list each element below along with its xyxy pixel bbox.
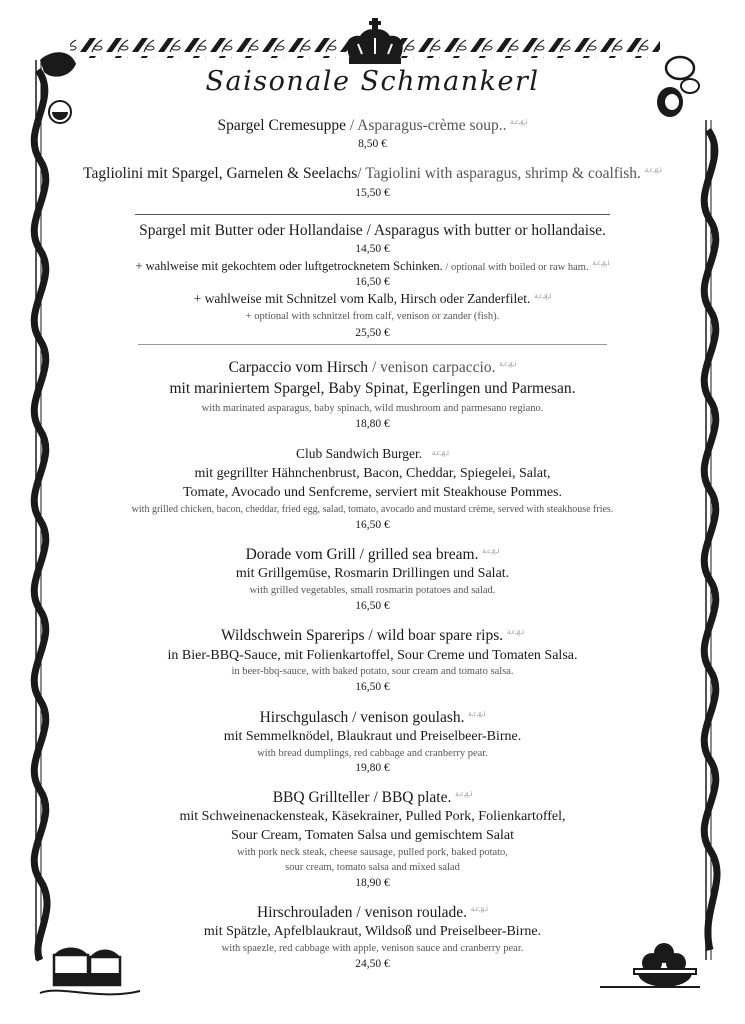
menu-item-title: Tagliolini mit Spargel, Garnelen & Seelachs/ Tagiolini with asparagus, shrimp & coalfish. $^{a,c,g,i}$ <box>83 165 662 182</box>
menu-item-title: Dorade vom Grill / grilled sea bream. $^{a,c,g,i}$ <box>245 546 500 563</box>
allergen-codes: a,c,g,i <box>468 709 486 718</box>
allergen-codes: a,c,g,i <box>534 291 552 300</box>
allergen-codes: a,c,g,i <box>432 449 450 457</box>
menu-item-translation: with pork neck steak, cheese sausage, pulled pork, baked potato, <box>237 847 508 858</box>
menu-item-description: mit Schweinenackensteak, Käsekrainer, Pulled Pork, Folienkartoffel, <box>179 809 566 824</box>
menu-item-title: BBQ Grillteller / BBQ plate. $^{a,c,g,i}$ <box>272 789 473 806</box>
allergen-codes: a,c,g,i <box>482 546 500 555</box>
allergen-codes: a,c,g,i <box>510 117 528 126</box>
menu-item-title: Hirschgulasch / venison goulash. $^{a,c,g,i}$ <box>259 709 486 726</box>
menu-item-translation: in beer-bbq-sauce, with baked potato, sour cream and tomato salsa. <box>231 666 514 677</box>
section-divider <box>135 214 610 215</box>
menu-item-description: mit gegrillter Hähnchenbrust, Bacon, Cheddar, Spiegelei, Salat, <box>194 466 551 481</box>
menu-item-title: Spargel Cremesuppe / Asparagus-crème soup.. $^{a,c,g,i}$ <box>217 117 528 134</box>
menu-item-title: Wildschwein Sparerips / wild boar spare rips. $^{a,c,g,i}$ <box>220 627 525 644</box>
menu-item-price: 8,50 € <box>358 138 387 150</box>
menu-item-price: 18,80 € <box>355 418 390 430</box>
menu-item-translation: with bread dumplings, red cabbage and cranberry pear. <box>257 748 488 759</box>
menu-item-description: mit mariniertem Spargel, Baby Spinat, Egerlingen und Parmesan. <box>169 380 576 397</box>
menu-item-translation: with marinated asparagus, baby spinach, wild mushroom and parmesano regiano. <box>201 403 544 414</box>
page-title: Saisonale Schmankerl <box>205 66 540 97</box>
menu-item-title: Carpaccio vom Hirsch / venison carpaccio. $^{a,c,g,i}$ <box>228 359 517 376</box>
allergen-codes: a,c,g,i <box>499 359 517 368</box>
menu-item-description: mit Spätzle, Apfelblaukraut, Wildsoß und Preiselbeer-Birne. <box>203 924 542 939</box>
menu-item-description: mit Semmelknödel, Blaukraut und Preiselbeer-Birne. <box>223 729 522 744</box>
menu-item-price: 16,50 € <box>355 681 390 693</box>
allergen-codes: a,c,g,i <box>455 789 473 798</box>
right-border <box>704 120 717 960</box>
allergen-codes: a,c,g,i <box>471 904 488 913</box>
menu-item-price: 15,50 € <box>355 187 390 199</box>
menu-item-option: + wahlweise mit gekochtem oder luftgetrocknetem Schinken. / optional with boiled or raw ham. $^{a,c,g,i}$ <box>135 259 610 274</box>
menu-item-description: in Bier-BBQ-Sauce, mit Folienkartoffel, Sour Creme und Tomaten Salsa. <box>167 648 578 663</box>
top-border <box>70 36 660 58</box>
allergen-codes: a,c,g,i <box>507 627 525 636</box>
menu-item-description: Tomate, Avocado und Senfcreme, serviert mit Steakhouse Pommes. <box>182 485 562 500</box>
menu-item-price: 18,90 € <box>355 877 390 889</box>
menu-item-translation: sour cream, tomato salsa and mixed salad <box>285 862 460 873</box>
left-border <box>34 60 47 960</box>
allergen-codes: a,c,g,i <box>592 259 610 267</box>
menu-item-description: Sour Cream, Tomaten Salsa und gemischtem Salat <box>231 828 514 843</box>
menu-item-price: 14,50 € <box>355 243 390 255</box>
section-divider <box>138 344 607 345</box>
menu-item-price: 19,80 € <box>355 762 390 774</box>
allergen-codes: a,c,g,i <box>644 165 662 174</box>
menu-item-price: 16,50 € <box>355 519 390 531</box>
menu-item-title: Spargel mit Butter oder Hollandaise / Asparagus with butter or hollandaise. <box>139 222 606 239</box>
cooking-pots-icon <box>40 948 140 995</box>
menu-item-price: 24,50 € <box>355 958 390 970</box>
menu-item-translation: with grilled chicken, bacon, cheddar, fried egg, salad, tomato, avocado and mustard crème, served with steakhouse fries. <box>131 504 614 515</box>
menu-item-translation: with spaezle, red cabbage with apple, venison sauce and cranberry pear. <box>221 943 524 954</box>
menu-item-title: Hirschrouladen / venison roulade. $^{a,c,g,i}$ <box>257 904 488 921</box>
menu-item-title: Club Sandwich Burger. $^{a,c,g,i}$ <box>295 446 450 461</box>
menu-item-option: + wahlweise mit Schnitzel vom Kalb, Hirsch oder Zanderfilet. $^{a,c,g,i}$ <box>193 291 552 306</box>
menu-item-translation: + optional with schnitzel from calf, venison or zander (fish). <box>245 311 500 322</box>
menu-item-translation: with grilled vegetables, small rosmarin potatoes and salad. <box>249 585 496 596</box>
menu-item-price: 16,50 € <box>355 600 390 612</box>
menu-item-description: mit Grillgemüse, Rosmarin Drillingen und Salat. <box>235 566 510 581</box>
menu-item-price: 16,50 € <box>355 276 390 288</box>
crown-icon <box>347 18 403 64</box>
menu-item-price: 25,50 € <box>355 327 390 339</box>
